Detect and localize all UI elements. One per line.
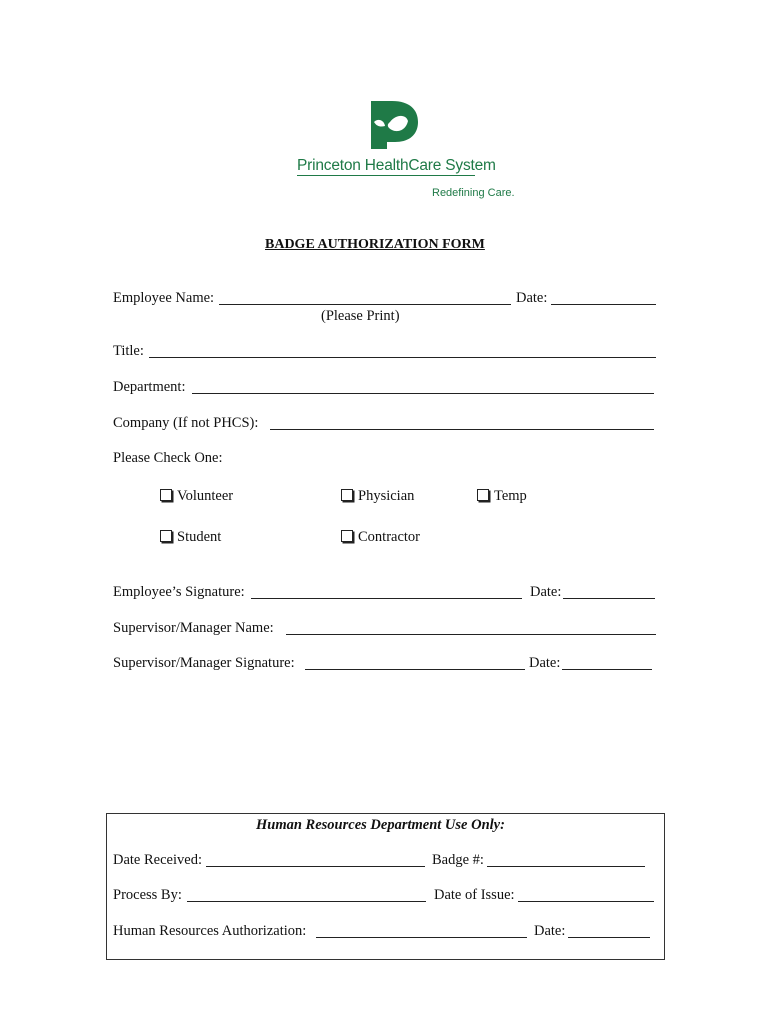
option-label: Volunteer xyxy=(177,488,234,504)
option-student[interactable] xyxy=(160,529,221,546)
supervisor-signature-field[interactable] xyxy=(305,669,525,670)
hr-authorization-label: Human Resources Authorization: xyxy=(113,923,307,939)
checkbox-icon[interactable] xyxy=(341,489,353,501)
checkbox-icon[interactable] xyxy=(341,530,353,542)
option-label: Physician xyxy=(358,488,415,504)
logo-tagline: Redefining Care. xyxy=(432,187,515,199)
checkbox-icon[interactable] xyxy=(160,530,172,542)
supervisor-date-label: Date: xyxy=(529,655,561,671)
department-field[interactable] xyxy=(192,393,654,394)
option-temp[interactable] xyxy=(477,488,527,505)
logo-underline xyxy=(297,175,475,176)
employee-name-label: Employee Name: xyxy=(113,290,215,306)
option-label: Temp xyxy=(494,488,527,504)
hr-date-field[interactable] xyxy=(568,937,650,938)
signature-date-field[interactable] xyxy=(563,598,655,599)
employee-name-field[interactable] xyxy=(219,304,511,305)
signature-date-label: Date: xyxy=(530,584,562,600)
date-of-issue-label: Date of Issue: xyxy=(434,887,515,903)
phcs-p-logo-icon xyxy=(368,100,420,150)
employee-signature-label: Employee’s Signature: xyxy=(113,584,245,600)
hr-authorization-field[interactable] xyxy=(316,937,527,938)
supervisor-name-field[interactable] xyxy=(286,634,656,635)
supervisor-signature-label: Supervisor/Manager Signature: xyxy=(113,655,295,671)
process-by-label: Process By: xyxy=(113,887,182,903)
process-by-field[interactable] xyxy=(187,901,426,902)
badge-number-label: Badge #: xyxy=(432,852,484,868)
option-label: Student xyxy=(177,529,222,545)
checkbox-icon[interactable] xyxy=(477,489,489,501)
employee-date-field[interactable] xyxy=(551,304,656,305)
date-received-field[interactable] xyxy=(206,866,425,867)
badge-number-field[interactable] xyxy=(487,866,645,867)
department-label: Department: xyxy=(113,379,186,395)
title-label: Title: xyxy=(113,343,144,359)
hr-box-title: Human Resources Department Use Only: xyxy=(256,817,505,833)
company-field[interactable] xyxy=(270,429,654,430)
supervisor-name-label: Supervisor/Manager Name: xyxy=(113,620,274,636)
option-volunteer[interactable] xyxy=(160,488,233,505)
option-physician[interactable] xyxy=(341,488,414,505)
date-received-label: Date Received: xyxy=(113,852,202,868)
employee-date-label: Date: xyxy=(516,290,548,306)
checkbox-icon[interactable] xyxy=(160,489,172,501)
please-print-note: (Please Print) xyxy=(321,308,400,324)
title-field[interactable] xyxy=(149,357,656,358)
hr-date-label: Date: xyxy=(534,923,566,939)
logo-name: Princeton HealthCare System xyxy=(297,157,496,174)
option-label: Contractor xyxy=(358,529,421,545)
supervisor-date-field[interactable] xyxy=(562,669,652,670)
check-one-label: Please Check One: xyxy=(113,450,223,466)
form-title: BADGE AUTHORIZATION FORM xyxy=(265,237,485,252)
option-contractor[interactable] xyxy=(341,529,420,546)
employee-signature-field[interactable] xyxy=(251,598,522,599)
date-of-issue-field[interactable] xyxy=(518,901,654,902)
company-label: Company (If not PHCS): xyxy=(113,415,259,431)
